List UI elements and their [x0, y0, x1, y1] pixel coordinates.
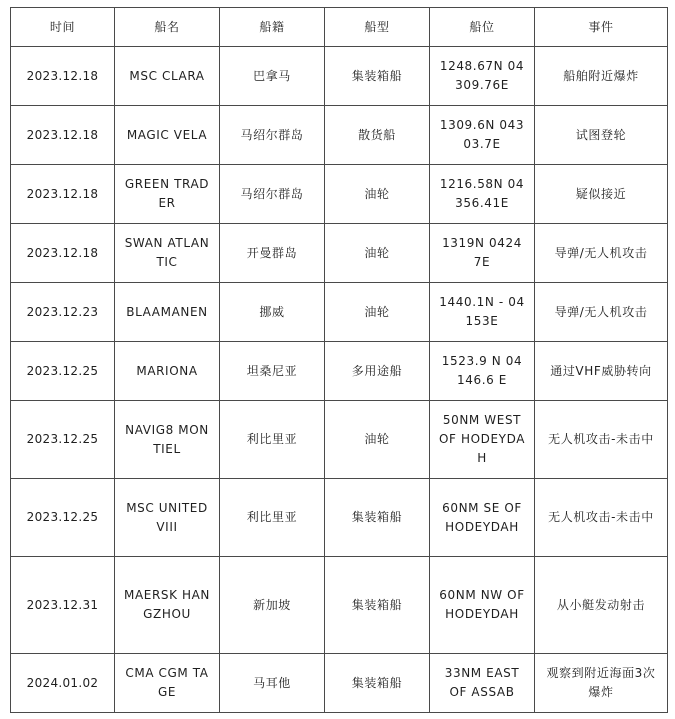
incident-table: [10, 7, 668, 713]
table-row: [11, 283, 668, 342]
cell-position: 1319N 04247E: [430, 224, 535, 283]
cell-position: 60NM SE OF HODEYDAH: [430, 479, 535, 557]
cell-time: 2023.12.23: [11, 283, 115, 342]
cell-flag: 巴拿马: [220, 47, 325, 106]
cell-flag: 马绍尔群岛: [220, 165, 325, 224]
header-ship-type: 船型: [325, 8, 430, 47]
cell-position: 1309.6N 04303.7E: [430, 106, 535, 165]
cell-time: 2024.01.02: [11, 654, 115, 713]
cell-position: 33NM EAST OF ASSAB: [430, 654, 535, 713]
table-row: [11, 479, 668, 557]
cell-ship-name: MSC UNITED VIII: [115, 479, 220, 557]
cell-event: 通过VHF威胁转向: [535, 342, 668, 401]
cell-ship-name: MSC CLARA: [115, 47, 220, 106]
cell-flag: 马绍尔群岛: [220, 106, 325, 165]
cell-ship-name: SWAN ATLANTIC: [115, 224, 220, 283]
header-event: 事件: [535, 8, 668, 47]
cell-event: 导弹/无人机攻击: [535, 224, 668, 283]
cell-position: 1440.1N - 04153E: [430, 283, 535, 342]
cell-event: 试图登轮: [535, 106, 668, 165]
cell-ship-name: GREEN TRADER: [115, 165, 220, 224]
cell-event: 无人机攻击-未击中: [535, 401, 668, 479]
cell-ship-type: 油轮: [325, 224, 430, 283]
cell-time: 2023.12.25: [11, 342, 115, 401]
cell-event: 从小艇发动射击: [535, 557, 668, 654]
header-row: [11, 8, 668, 47]
cell-time: 2023.12.31: [11, 557, 115, 654]
header-time: 时间: [11, 8, 115, 47]
cell-ship-type: 集装箱船: [325, 654, 430, 713]
cell-time: 2023.12.18: [11, 224, 115, 283]
cell-flag: 挪威: [220, 283, 325, 342]
cell-ship-type: 集装箱船: [325, 47, 430, 106]
cell-time: 2023.12.18: [11, 47, 115, 106]
cell-ship-type: 油轮: [325, 401, 430, 479]
cell-flag: 新加坡: [220, 557, 325, 654]
table-row: [11, 342, 668, 401]
cell-position: 50NM WEST OF HODEYDAH: [430, 401, 535, 479]
header-ship-name: 船名: [115, 8, 220, 47]
cell-ship-type: 多用途船: [325, 342, 430, 401]
cell-position: 1248.67N 04309.76E: [430, 47, 535, 106]
cell-position: 1216.58N 04356.41E: [430, 165, 535, 224]
cell-event: 无人机攻击-未击中: [535, 479, 668, 557]
cell-ship-name: MAERSK HANGZHOU: [115, 557, 220, 654]
header-position: 船位: [430, 8, 535, 47]
cell-ship-name: MARIONA: [115, 342, 220, 401]
cell-flag: 利比里亚: [220, 401, 325, 479]
cell-event: 观察到附近海面3次爆炸: [535, 654, 668, 713]
table-row: [11, 106, 668, 165]
table-row: [11, 224, 668, 283]
cell-flag: 坦桑尼亚: [220, 342, 325, 401]
cell-event: 船舶附近爆炸: [535, 47, 668, 106]
cell-time: 2023.12.25: [11, 401, 115, 479]
table-row: [11, 47, 668, 106]
header-flag: 船籍: [220, 8, 325, 47]
cell-time: 2023.12.18: [11, 106, 115, 165]
cell-flag: 利比里亚: [220, 479, 325, 557]
table-row: [11, 654, 668, 713]
cell-ship-type: 散货船: [325, 106, 430, 165]
cell-event: 疑似接近: [535, 165, 668, 224]
cell-position: 1523.9 N 04146.6 E: [430, 342, 535, 401]
cell-time: 2023.12.18: [11, 165, 115, 224]
cell-ship-type: 集装箱船: [325, 479, 430, 557]
cell-ship-type: 集装箱船: [325, 557, 430, 654]
cell-ship-name: CMA CGM TAGE: [115, 654, 220, 713]
cell-ship-type: 油轮: [325, 283, 430, 342]
cell-ship-type: 油轮: [325, 165, 430, 224]
cell-ship-name: NAVIG8 MONTIEL: [115, 401, 220, 479]
cell-time: 2023.12.25: [11, 479, 115, 557]
table-row: [11, 557, 668, 654]
table-row: [11, 165, 668, 224]
cell-ship-name: MAGIC VELA: [115, 106, 220, 165]
cell-event: 导弹/无人机攻击: [535, 283, 668, 342]
table-row: [11, 401, 668, 479]
cell-flag: 开曼群岛: [220, 224, 325, 283]
cell-position: 60NM NW OF HODEYDAH: [430, 557, 535, 654]
cell-flag: 马耳他: [220, 654, 325, 713]
cell-ship-name: BLAAMANEN: [115, 283, 220, 342]
